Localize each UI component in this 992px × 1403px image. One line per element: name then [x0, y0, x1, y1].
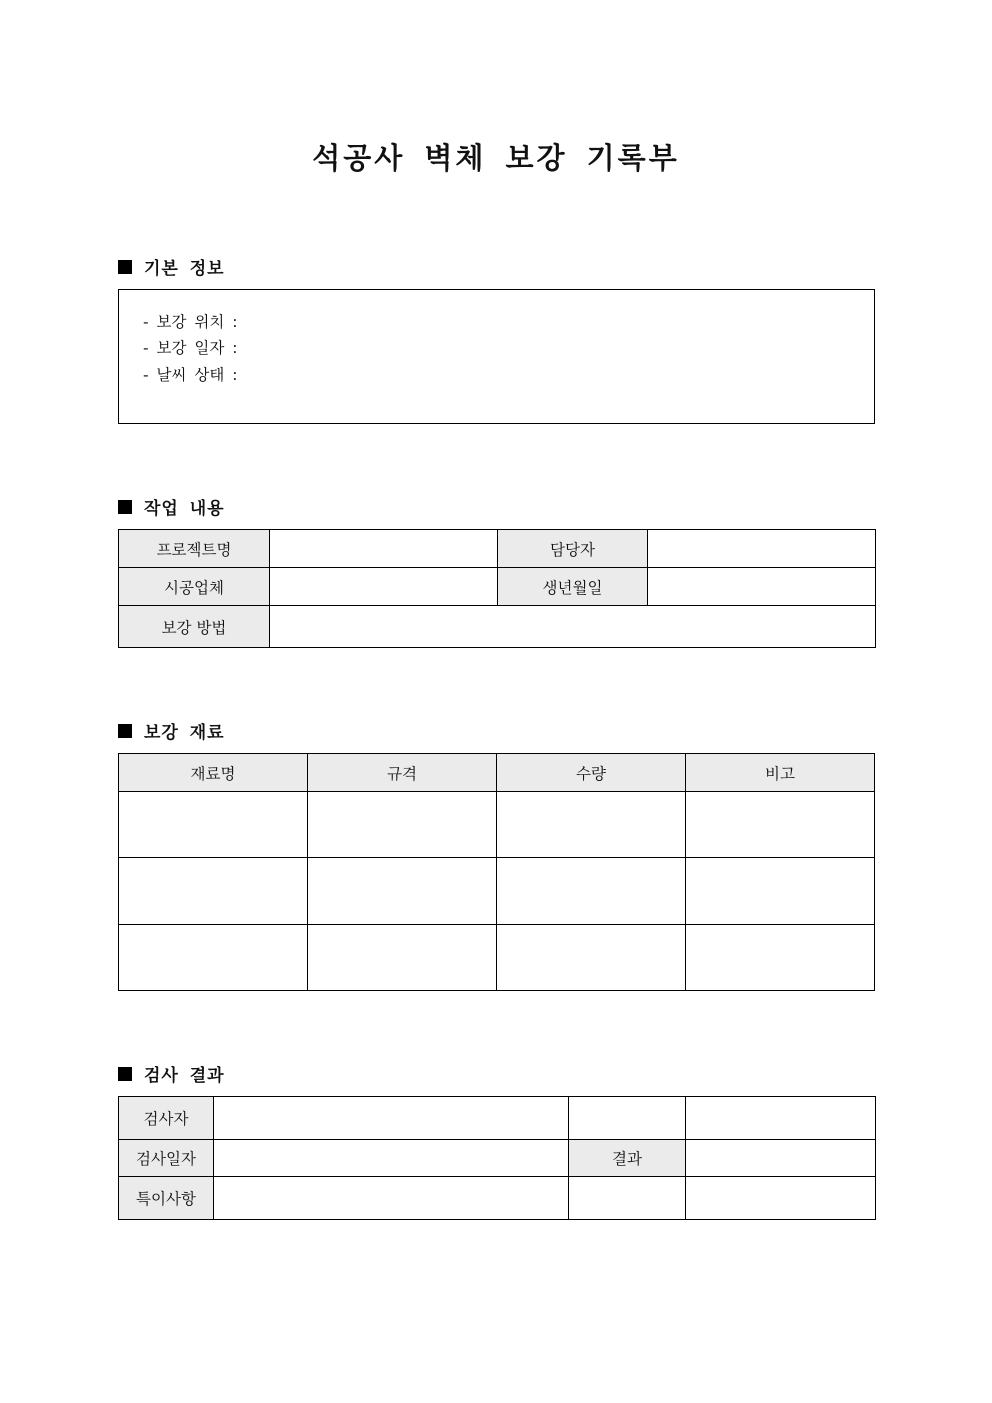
method-label: 보강 방법 — [119, 606, 270, 648]
cell[interactable] — [119, 858, 308, 925]
date-line: - 보강 일자 : — [143, 339, 238, 357]
cell[interactable] — [119, 792, 308, 858]
cell[interactable] — [686, 1097, 876, 1140]
birthdate-field[interactable] — [648, 568, 876, 606]
manager-field[interactable] — [648, 530, 876, 568]
heading-text: 검사 결과 — [144, 1066, 225, 1086]
heading-text: 기본 정보 — [144, 259, 225, 279]
cell[interactable] — [497, 925, 686, 991]
cell[interactable] — [497, 792, 686, 858]
cell[interactable] — [569, 1097, 686, 1140]
inspection-date-field[interactable] — [214, 1140, 569, 1177]
column-header: 재료명 — [119, 754, 308, 792]
heading-text: 작업 내용 — [144, 499, 225, 519]
page-title: 석공사 벽체 보강 기록부 — [312, 141, 680, 175]
cell[interactable] — [686, 858, 875, 925]
section-heading-basic — [118, 254, 225, 279]
notes-field[interactable] — [214, 1177, 569, 1220]
project-field[interactable] — [270, 530, 498, 568]
inspection-date-label: 검사일자 — [119, 1140, 214, 1177]
cell[interactable] — [497, 858, 686, 925]
section-heading-materials — [118, 718, 225, 743]
table-row — [119, 925, 875, 991]
project-label: 프로젝트명 — [119, 530, 270, 568]
heading-text: 보강 재료 — [144, 723, 225, 743]
column-header: 규격 — [308, 754, 497, 792]
cell[interactable] — [308, 925, 497, 991]
square-bullet-icon — [118, 500, 132, 514]
cell[interactable] — [119, 925, 308, 991]
section-heading-work — [118, 494, 225, 519]
square-bullet-icon — [118, 260, 132, 274]
square-bullet-icon — [118, 1067, 132, 1081]
contractor-label: 시공업체 — [119, 568, 270, 606]
inspection-table — [118, 1096, 876, 1220]
result-label: 결과 — [569, 1140, 686, 1177]
cell[interactable] — [569, 1177, 686, 1220]
square-bullet-icon — [118, 724, 132, 738]
column-header: 비고 — [686, 754, 875, 792]
result-field[interactable] — [686, 1140, 876, 1177]
manager-label: 담당자 — [498, 530, 648, 568]
birthdate-label: 생년월일 — [498, 568, 648, 606]
location-line: - 보강 위치 : — [143, 313, 238, 331]
work-table — [118, 529, 876, 648]
inspector-label: 검사자 — [119, 1097, 214, 1140]
cell[interactable] — [686, 1177, 876, 1220]
materials-table — [118, 753, 875, 991]
inspector-field[interactable] — [214, 1097, 569, 1140]
contractor-field[interactable] — [270, 568, 498, 606]
column-header: 수량 — [497, 754, 686, 792]
notes-label: 특이사항 — [119, 1177, 214, 1220]
table-row — [119, 792, 875, 858]
cell[interactable] — [308, 858, 497, 925]
basic-info-box — [118, 289, 875, 424]
table-row — [119, 858, 875, 925]
section-heading-inspection — [118, 1061, 225, 1086]
cell[interactable] — [686, 792, 875, 858]
method-field[interactable] — [270, 606, 876, 648]
cell[interactable] — [308, 792, 497, 858]
weather-line: - 날씨 상태 : — [143, 366, 238, 384]
cell[interactable] — [686, 925, 875, 991]
